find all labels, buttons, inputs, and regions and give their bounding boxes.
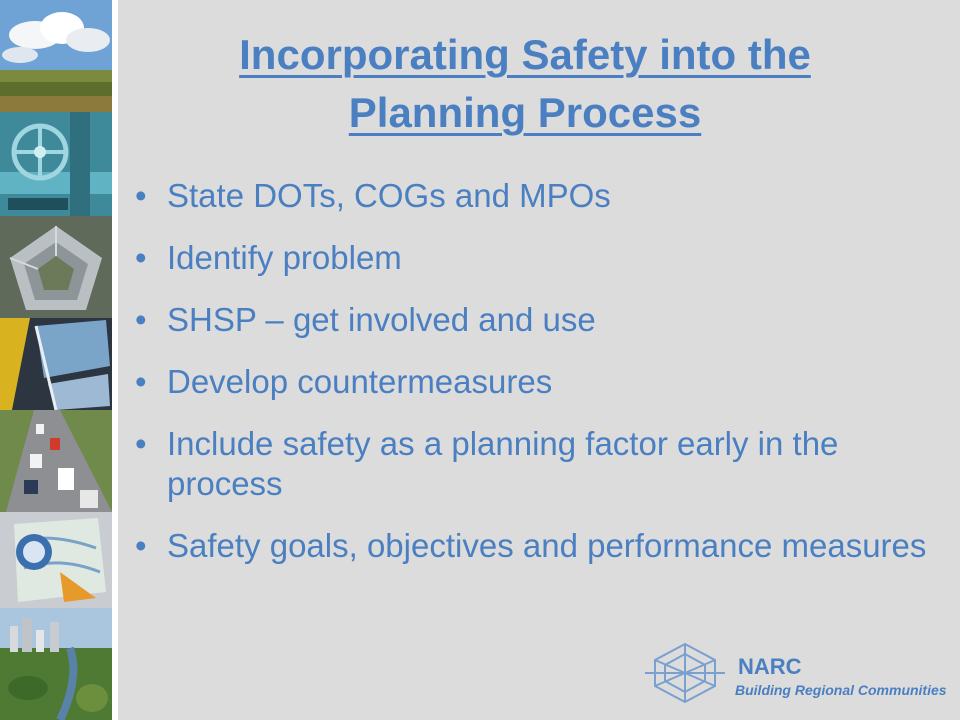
narc-logo-tagline: Building Regional Communities <box>735 682 947 698</box>
slide-title-line-2: Planning Process <box>348 89 702 136</box>
water-valve-pipes-photo <box>0 112 112 216</box>
bullet-item: • SHSP – get involved and use <box>133 300 933 340</box>
bullet-item: • Develop countermeasures <box>133 362 933 402</box>
bullet-item: • Identify problem <box>133 238 933 278</box>
narc-logo-name: NARC <box>738 654 802 679</box>
bullet-item: • State DOTs, COGs and MPOs <box>133 176 933 216</box>
narc-logo <box>645 640 945 706</box>
narc-logo-mark-icon <box>645 640 725 706</box>
bullet-item: • Include safety as a planning factor early in the process <box>133 424 933 504</box>
bullet-item: • Safety goals, objectives and performance measures <box>133 526 933 566</box>
highway-traffic-photo <box>0 410 112 512</box>
bullet-list <box>133 176 933 588</box>
city-aerial-photo <box>0 608 112 720</box>
strip-divider <box>112 0 118 720</box>
landscape-clouds-photo <box>0 0 112 112</box>
pentagon-building-photo <box>0 216 112 318</box>
photo-strip <box>0 0 112 720</box>
map-compass-photo <box>0 512 112 608</box>
slide-title-line-1: Incorporating Safety into the <box>239 31 811 78</box>
train-window-photo <box>0 318 112 410</box>
slide-title <box>130 26 920 142</box>
